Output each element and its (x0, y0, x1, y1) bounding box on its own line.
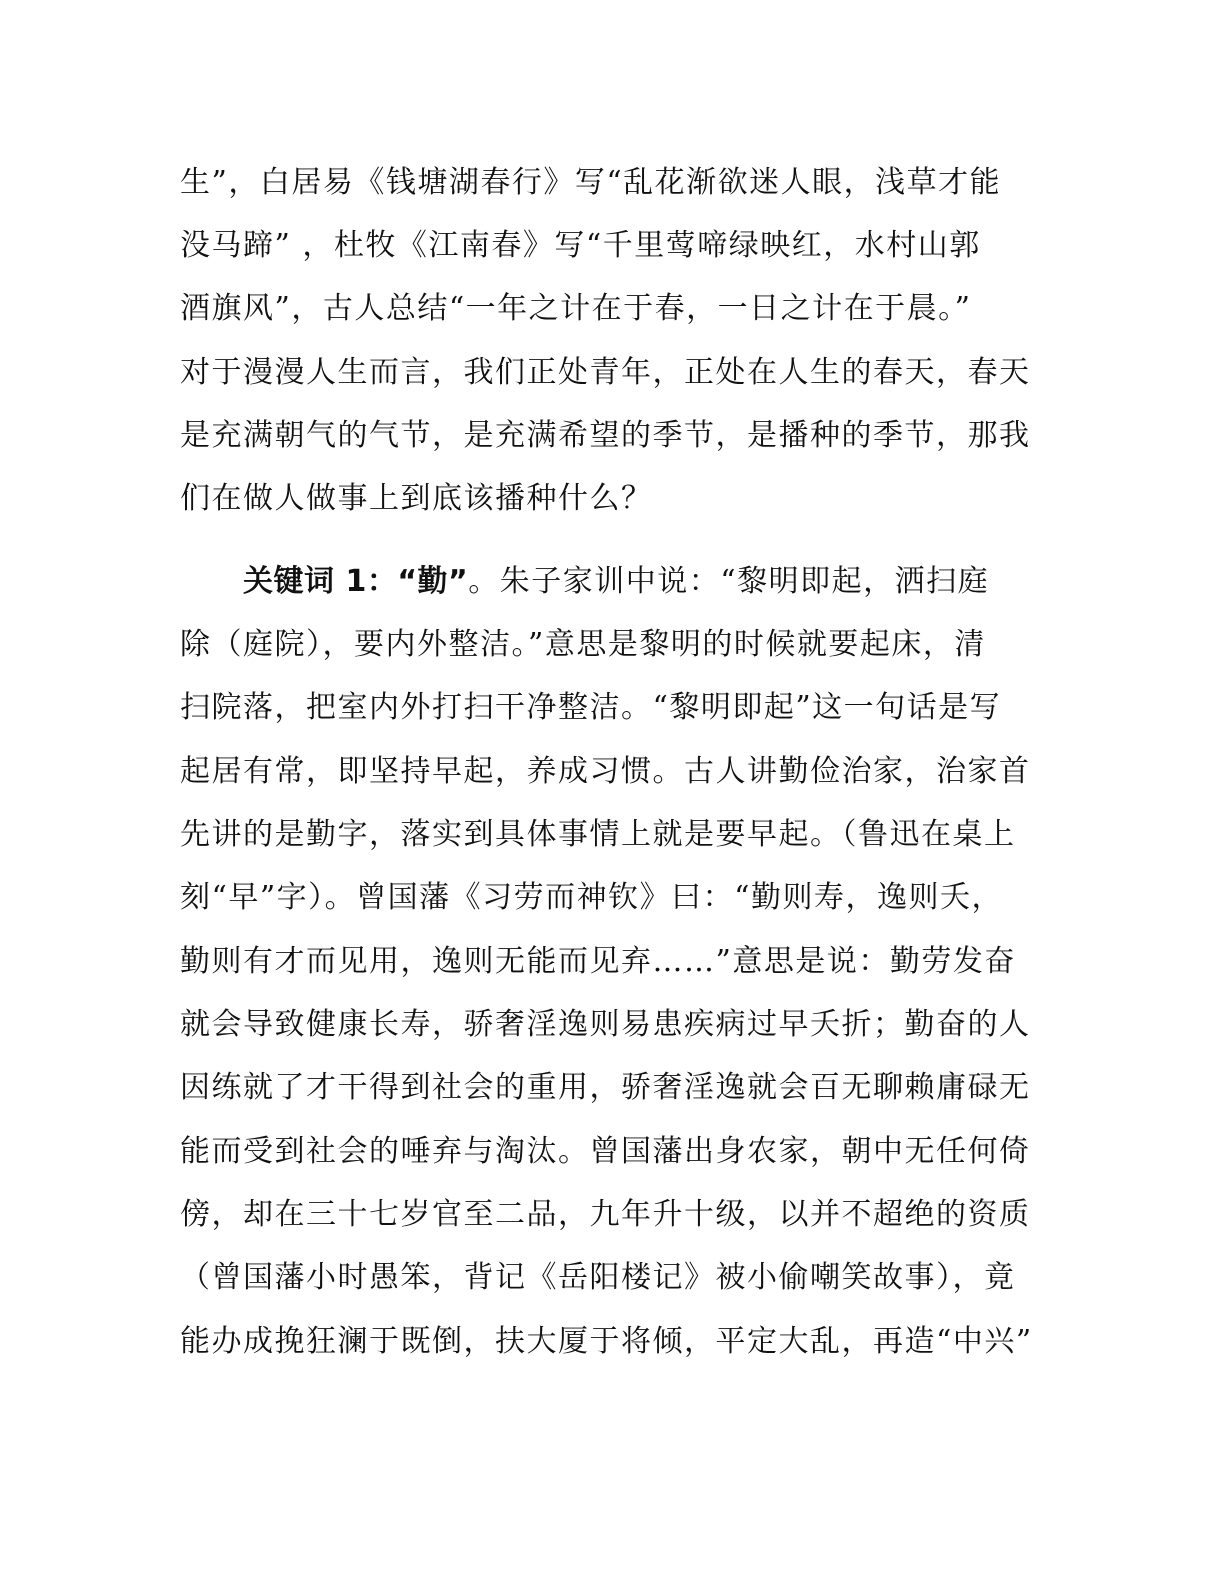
keyword-heading: 关键词 1：“勤” (243, 564, 469, 599)
paragraph-2-line-8: 就会导致健康长寿，骄奢淫逸则易患疾病过早夭折；勤奋的人 (180, 1007, 1031, 1042)
paragraph-2-line-9: 因练就了才干得到社会的重用，骄奢淫逸就会百无聊赖庸碌无 (180, 1070, 1031, 1105)
paragraph-1-line-4: 对于漫漫人生而言，我们正处青年，正处在人生的春天，春天 (180, 355, 1031, 390)
paragraph-2-line-11: 傍，却在三十七岁官至二品，九年升十级，以并不超绝的资质 (180, 1197, 1031, 1232)
paragraph-2-line-13: 能办成挽狂澜于既倒，扶大厦于将倾，平定大乱，再造“中兴” (180, 1324, 1033, 1359)
paragraph-1-line-2: 没马蹄” ，杜牧《江南春》写“千里莺啼绿映红，水村山郭 (180, 228, 981, 263)
paragraph-1-line-1: 生”，白居易《钱塘湖春行》写“乱花渐欲迷人眼，浅草才能 (180, 165, 1002, 200)
paragraph-2-line-6: 刻“早”字）。曾国藩《习劳而神钦》曰：“勤则寿，逸则夭， (180, 880, 1004, 915)
paragraph-2-line-4: 起居有常，即坚持早起，养成习惯。古人讲勤俭治家，治家首 (180, 754, 1031, 789)
paragraph-2-line-7: 勤则有才而见用，逸则无能而见弃……”意思是说：勤劳发奋 (180, 944, 1016, 979)
paragraph-2-line-3: 扫院落，把室内外打扫干净整洁。“黎明即起”这一句话是写 (180, 690, 1002, 725)
paragraph-2-line-2: 除（庭院），要内外整洁。”意思是黎明的时候就要起床，清 (180, 627, 986, 662)
paragraph-2-line-5: 先讲的是勤字，落实到具体事情上就是要早起。（鲁迅在桌上 (180, 817, 1016, 852)
paragraph-2-line-1 (243, 562, 989, 602)
paragraph-2-line-1-text: 。朱子家训中说：“黎明即起，洒扫庭 (468, 564, 990, 599)
paragraph-1-line-5: 是充满朝气的气节，是充满希望的季节，是播种的季节，那我 (180, 418, 1031, 453)
paragraph-2-line-12: （曾国藩小时愚笨，背记《岳阳楼记》被小偷嘲笑故事），竟 (180, 1260, 1016, 1295)
paragraph-1-line-3: 酒旗风”，古人总结“一年之计在于春，一日之计在于晨。” (180, 291, 972, 326)
paragraph-2-line-10: 能而受到社会的唾弃与淘汰。曾国藩出身农家，朝中无任何倚 (180, 1134, 1031, 1169)
paragraph-1-line-6: 们在做人做事上到底该播种什么？ (180, 481, 653, 516)
